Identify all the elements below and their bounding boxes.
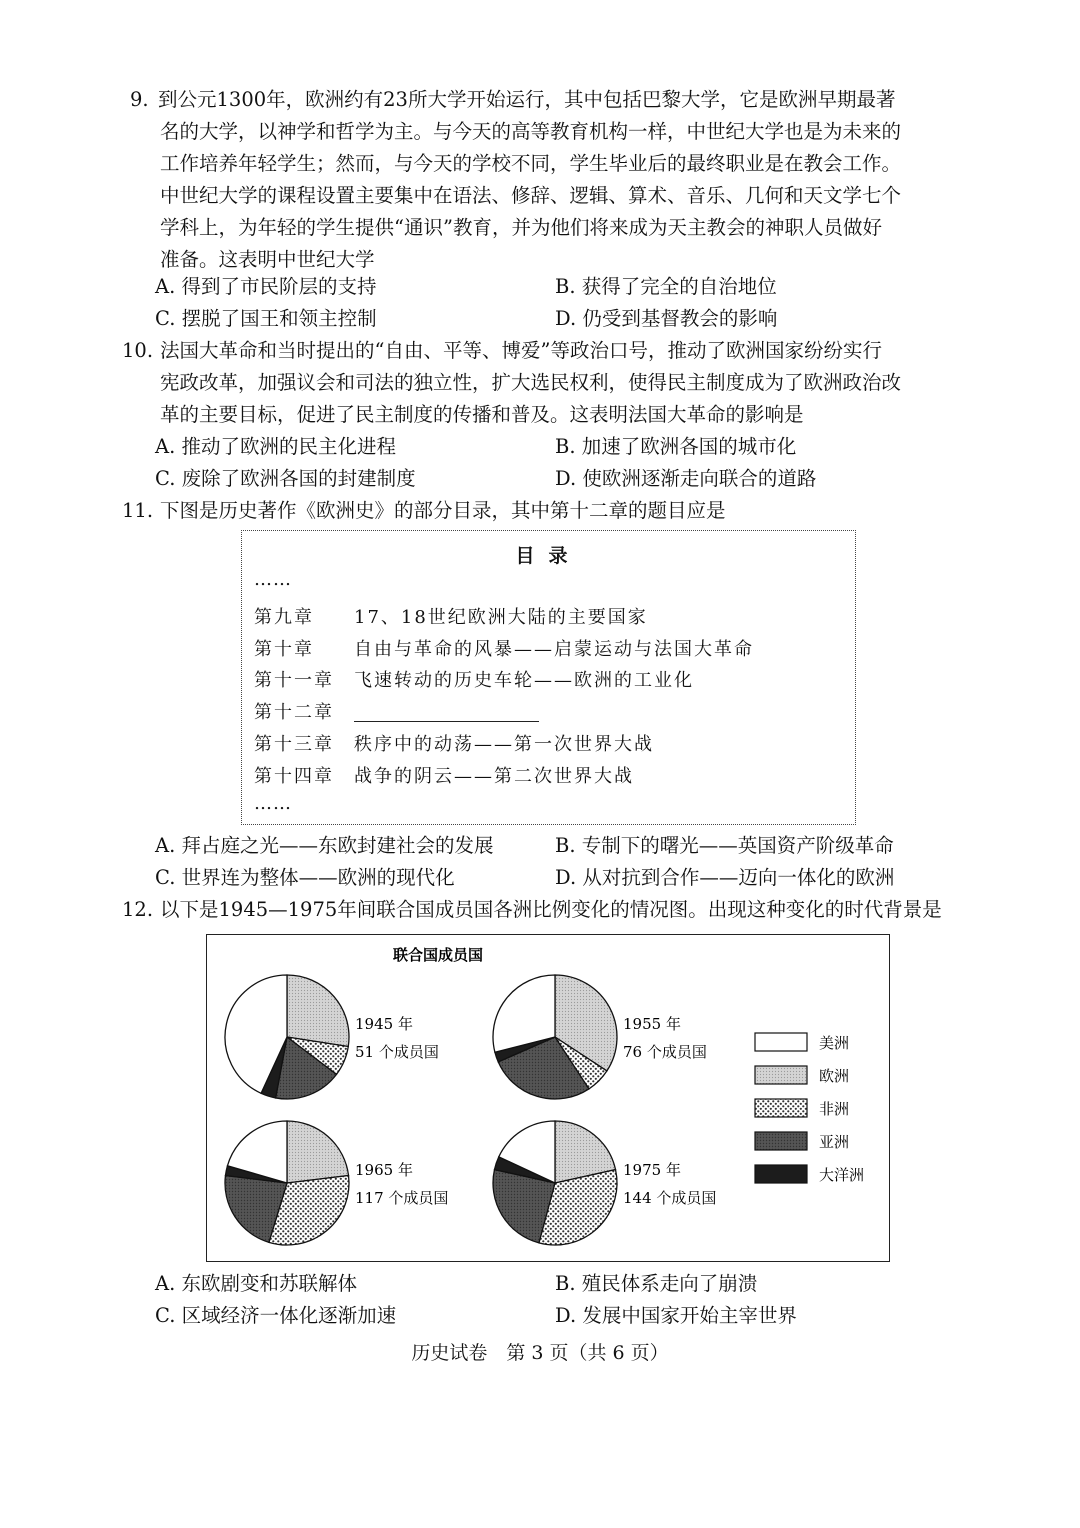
toc-chapter (254, 635, 754, 661)
toc-ellipsis-top: …… (254, 569, 292, 590)
pies-group (225, 975, 716, 1245)
pie-slice-light-gray (287, 1121, 349, 1183)
pie-4 (493, 1121, 716, 1245)
legend-swatch-dotted (755, 1099, 807, 1117)
option-b[interactable]: B. 加速了欧洲各国的城市化 (555, 435, 797, 458)
pie-slice-light-gray (287, 975, 349, 1047)
question-9 (130, 84, 950, 276)
legend-label: 非洲 (819, 1100, 850, 1118)
legend-label: 欧洲 (819, 1067, 850, 1085)
pie-count-label: 76 个成员国 (623, 1043, 707, 1061)
chapter-title: 战争的阴云——第二次世界大战 (354, 766, 634, 787)
option-d[interactable]: D. 发展中国家开始主宰世界 (555, 1304, 797, 1327)
question-number: 12. (122, 898, 154, 921)
chapter-title: 飞速转动的历史车轮——欧洲的工业化 (354, 670, 694, 691)
option-b[interactable]: B. 殖民体系走向了崩溃 (555, 1272, 758, 1295)
pie-count-label: 117 个成员国 (355, 1189, 449, 1207)
question-10 (122, 335, 950, 431)
legend-label: 亚洲 (819, 1133, 850, 1151)
chart-title: 联合国成员国 (393, 946, 484, 964)
option-a[interactable]: A. 推动了欧洲的民主化进程 (155, 435, 396, 458)
answer-blank (354, 705, 539, 722)
pie-year-label: 1945 年 (355, 1015, 413, 1033)
toc-chapter (254, 698, 539, 724)
option-c[interactable]: C. 世界连为整体——欧洲的现代化 (155, 866, 455, 889)
chapter-number: 第十四章 (254, 766, 334, 787)
option-d[interactable]: D. 仍受到基督教会的影响 (555, 307, 778, 330)
pie-year-label: 1975 年 (623, 1161, 681, 1179)
option-a[interactable]: A. 得到了市民阶层的支持 (155, 275, 377, 298)
option-d[interactable]: D. 从对抗到合作——迈向一体化的欧洲 (555, 866, 895, 889)
pie-1 (225, 975, 439, 1099)
toc-chapter (254, 730, 654, 756)
question-12 (122, 894, 950, 926)
chapter-title: 17、18世纪欧洲大陆的主要国家 (354, 607, 648, 628)
question-10-stem (122, 335, 950, 431)
legend-label: 美洲 (819, 1034, 850, 1052)
chapter-number: 第十一章 (254, 670, 334, 691)
question-11-stem: 下图是历史著作《欧洲史》的部分目录，其中第十二章的题目应是 (160, 499, 726, 522)
stem-line: 法国大革命和当时提出的“自由、平等、博爱”等政治口号，推动了欧洲国家纷纷实行 (160, 339, 882, 362)
pie-charts-svg (207, 935, 888, 1260)
pie-year-label: 1965 年 (355, 1161, 413, 1179)
stem-line: 学科上，为年轻的学生提供“通识”教育，并为他们将来成为天主教会的神职人员做好 (160, 216, 882, 239)
question-number: 11. (122, 499, 154, 522)
chapter-number: 第十二章 (254, 702, 334, 723)
question-9-stem (130, 84, 950, 276)
question-10-options (155, 431, 955, 495)
pie-3 (225, 1121, 448, 1245)
page-footer: 历史试卷 第 3 页（共 6 页） (411, 1342, 669, 1364)
stem-line: 名的大学，以神学和哲学为主。与今天的高等教育机构一样，中世纪大学也是为未来的 (160, 120, 902, 143)
option-c[interactable]: C. 摆脱了国王和领主控制 (155, 307, 377, 330)
chapter-number: 第十三章 (254, 734, 334, 755)
toc-chapter (254, 666, 694, 692)
option-b[interactable]: B. 获得了完全的自治地位 (555, 275, 777, 298)
pie-count-label: 51 个成员国 (355, 1043, 439, 1061)
stem-line: 宪政改革，加强议会和司法的独立性，扩大选民权利，使得民主制度成为了欧洲政治改 (160, 371, 902, 394)
stem-line: 工作培养年轻学生；然而，与今天的学校不同，学生毕业后的最终职业是在教会工作。 (160, 152, 902, 175)
legend-swatch-light-gray (755, 1066, 807, 1084)
question-number: 9. (130, 88, 149, 111)
un-members-chart (206, 934, 890, 1262)
chapter-number: 第九章 (254, 607, 314, 628)
legend-swatch-black (755, 1165, 807, 1183)
pie-count-label: 144 个成员国 (623, 1189, 717, 1207)
stem-line: 到公元1300年，欧洲约有23所大学开始运行，其中包括巴黎大学，它是欧洲早期最著 (158, 88, 896, 111)
pie-year-label: 1955 年 (623, 1015, 681, 1033)
stem-line: 革的主要目标，促进了民主制度的传播和普及。这表明法国大革命的影响是 (160, 403, 804, 426)
legend-label: 大洋洲 (819, 1166, 865, 1184)
question-12-stem: 以下是1945—1975年间联合国成员国各洲比例变化的情况图。出现这种变化的时代背景是 (160, 898, 942, 921)
toc-chapter (254, 762, 634, 788)
option-a[interactable]: A. 东欧剧变和苏联解体 (155, 1272, 357, 1295)
legend-swatch-dark-gray (755, 1132, 807, 1150)
option-b[interactable]: B. 专制下的曙光——英国资产阶级革命 (555, 834, 894, 857)
stem-line: 准备。这表明中世纪大学 (160, 248, 375, 271)
option-c[interactable]: C. 废除了欧洲各国的封建制度 (155, 467, 416, 490)
pie-2 (493, 975, 707, 1099)
question-12-options (155, 1268, 955, 1332)
option-d[interactable]: D. 使欧洲逐渐走向联合的道路 (555, 467, 817, 490)
question-11 (122, 495, 950, 527)
toc-title: 目录 (515, 545, 582, 567)
chapter-number: 第十章 (254, 639, 314, 660)
stem-line: 中世纪大学的课程设置主要集中在语法、修辞、逻辑、算术、音乐、几何和天文学七个 (160, 184, 902, 207)
option-c[interactable]: C. 区域经济一体化逐渐加速 (155, 1304, 397, 1327)
toc-ellipsis-bottom: …… (254, 793, 292, 814)
table-of-contents (241, 530, 856, 825)
option-a[interactable]: A. 拜占庭之光——东欧封建社会的发展 (155, 834, 494, 857)
question-11-options (155, 830, 955, 894)
toc-chapter (254, 603, 648, 629)
chapter-title: 自由与革命的风暴——启蒙运动与法国大革命 (354, 639, 754, 660)
question-number: 10. (122, 339, 154, 362)
chapter-title: 秩序中的动荡——第一次世界大战 (354, 734, 654, 755)
chart-legend (755, 1033, 864, 1184)
question-9-options (155, 271, 955, 335)
legend-swatch-white (755, 1033, 807, 1051)
